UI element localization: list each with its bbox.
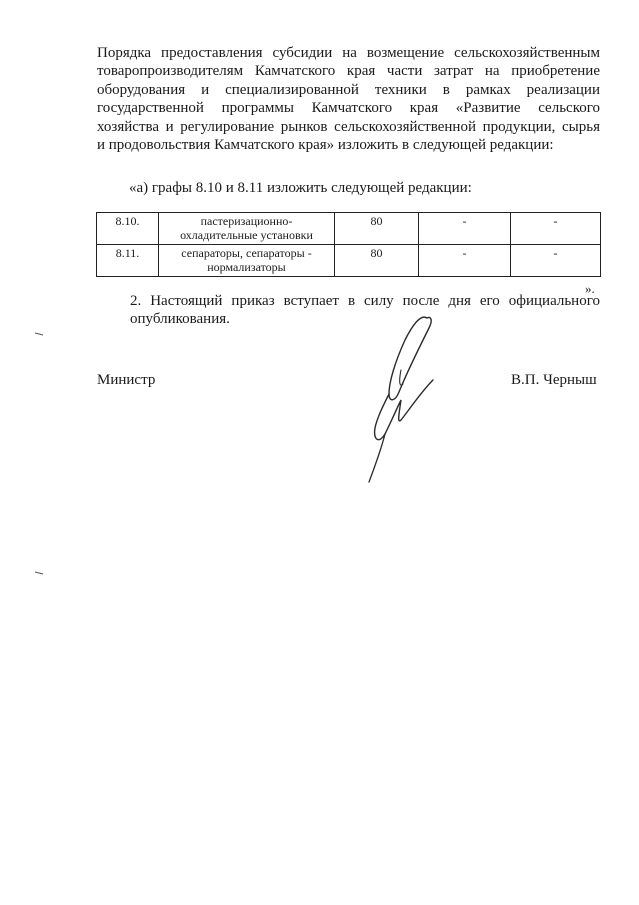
value-cell: 80 — [335, 245, 419, 277]
intro-paragraph — [97, 44, 600, 154]
dash-cell: - — [511, 245, 601, 277]
intro-line: хозяйства и регулирование рынков сельскохозяйственной продукции, сырья — [97, 118, 600, 135]
item-name-cell — [159, 213, 335, 245]
intro-line: государственной программы Камчатского края «Развитие сельского — [97, 100, 600, 117]
value-cell: 80 — [335, 213, 419, 245]
handwritten-signature — [355, 310, 455, 485]
intro-line: оборудования и специализированной техники в рамках реализации — [97, 81, 600, 98]
effective-date-paragraph — [97, 292, 600, 329]
row-number-cell: 8.11. — [97, 245, 159, 277]
dash-cell: - — [511, 213, 601, 245]
signer-title: Министр — [97, 372, 156, 388]
closing-quote: ». — [585, 281, 595, 296]
row-number-cell: 8.10. — [97, 213, 159, 245]
intro-line: товаропроизводителям Камчатского края части затрат на приобретение — [97, 63, 600, 80]
scan-speck — [34, 332, 44, 336]
clause-a-text: «а) графы 8.10 и 8.11 изложить следующей редакции: — [129, 180, 472, 196]
dash-cell: - — [419, 245, 511, 277]
signer-name: В.П. Черныш — [511, 372, 597, 388]
para2-line: опубликования. — [130, 311, 230, 328]
item-name-line: сепараторы, сепараторы - — [181, 246, 312, 260]
item-name-line: пастеризационно- — [200, 214, 293, 228]
item-name-line: нормализаторы — [207, 260, 286, 274]
amendment-table — [96, 212, 601, 277]
table-row — [97, 245, 601, 277]
intro-line: Порядка предоставления субсидии на возмещение сельскохозяйственным — [97, 45, 600, 61]
item-name-cell — [159, 245, 335, 277]
item-name-line: охладительные установки — [180, 228, 313, 242]
para2-line: 2. Настоящий приказ вступает в силу после дня его официального — [130, 293, 600, 309]
scan-speck — [34, 571, 44, 575]
table-row — [97, 213, 601, 245]
intro-line: и продовольствия Камчатского края» изложить в следующей редакции: — [97, 137, 554, 154]
dash-cell: - — [419, 213, 511, 245]
